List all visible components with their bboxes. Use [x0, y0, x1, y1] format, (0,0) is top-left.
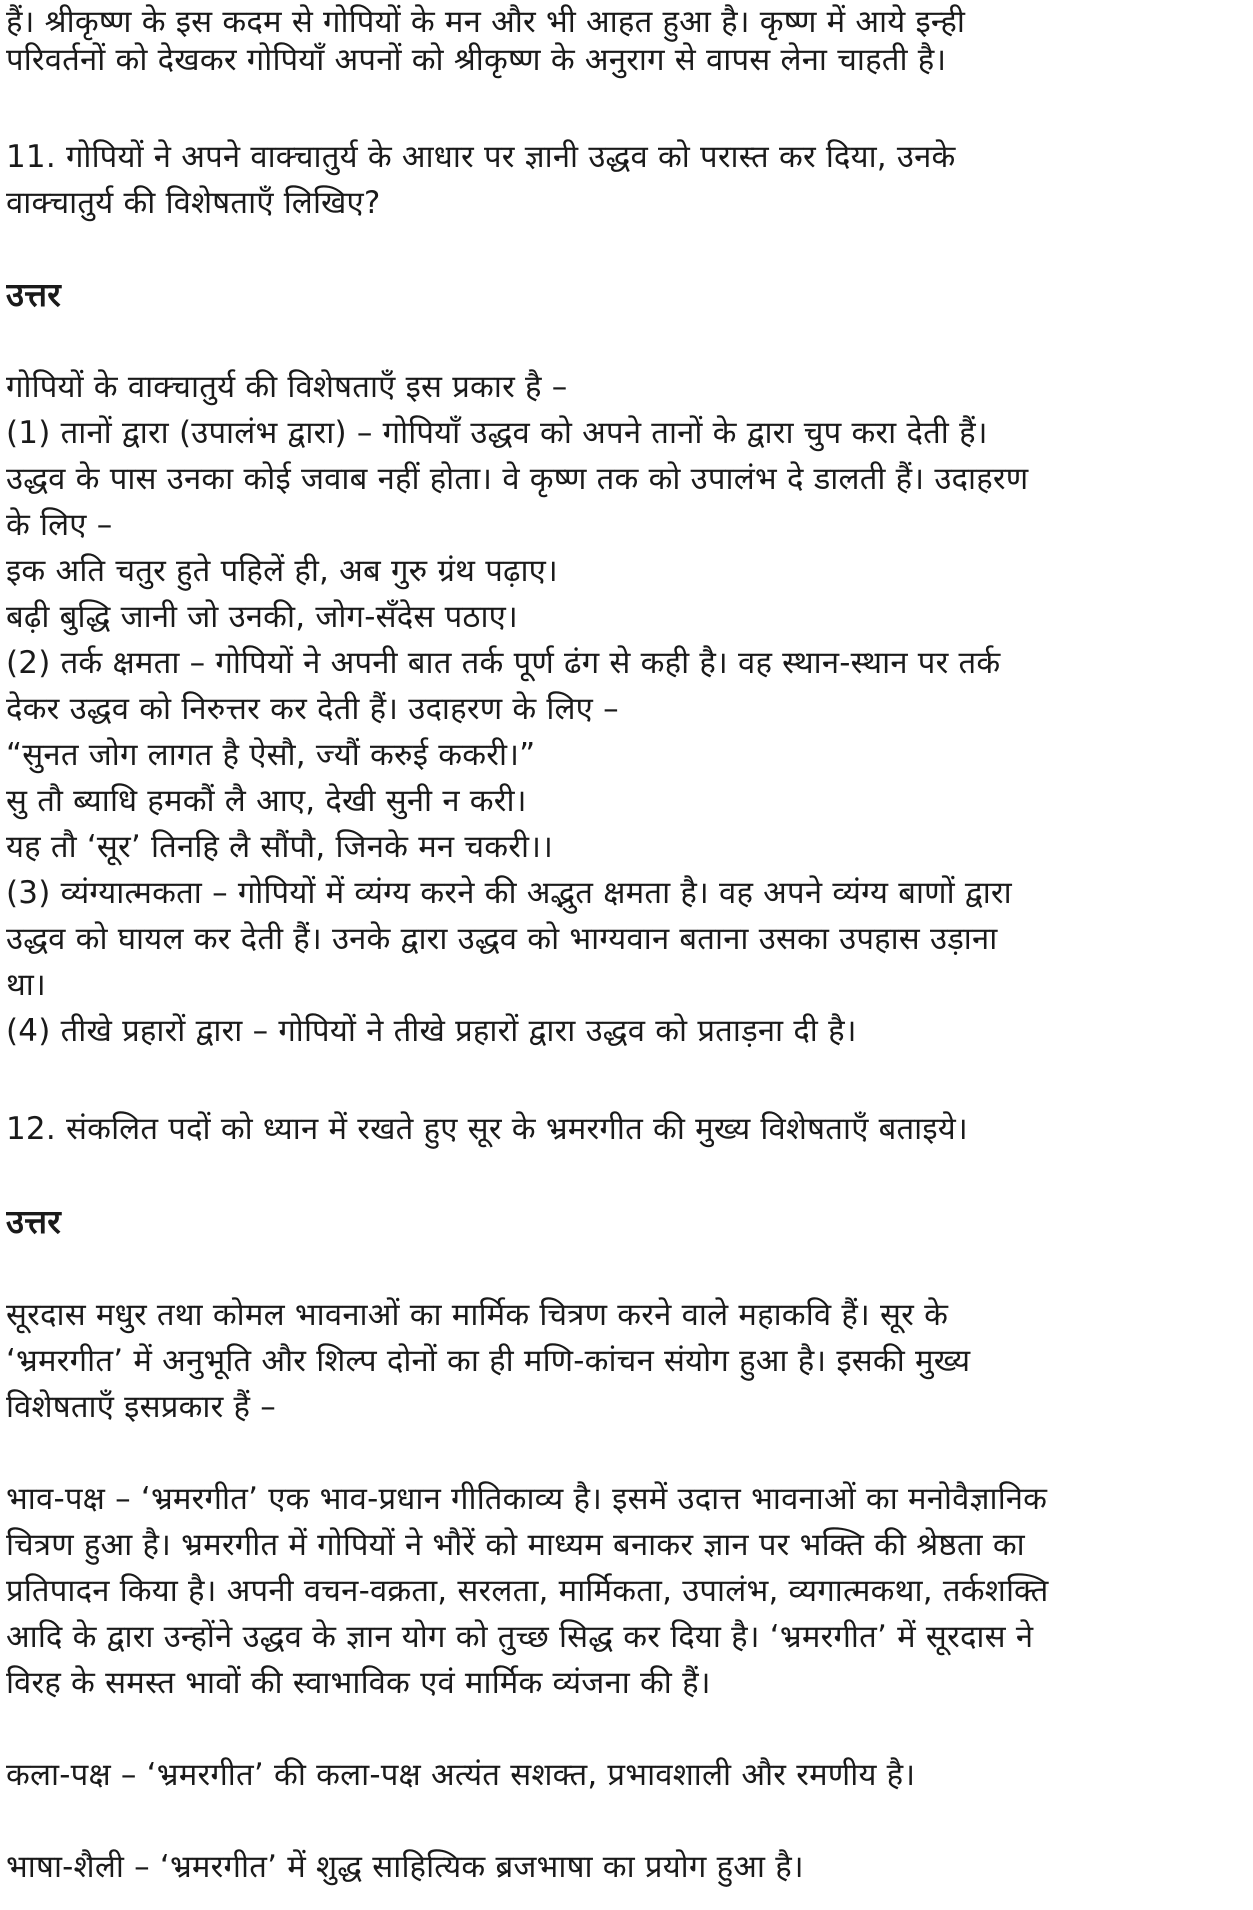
verse-line: सु तौ ब्याधि हमकौं लै आए, देखी सुनी न करी। [6, 783, 527, 819]
question-11-cont: वाक्चातुर्य की विशेषताएँ लिखिए? [6, 185, 381, 221]
answer-heading: उत्तर [6, 1202, 61, 1241]
text-line: (3) व्यंग्यात्मकता – गोपियों में व्यंग्य करने की अद्भुत क्षमता है। वह अपने व्यंग्य बाणों द्वारा [6, 875, 1012, 911]
verse-line: “सुनत जोग लागत है ऐसौ, ज्यौं करुई ककरी।” [6, 737, 536, 773]
text-line: आदि के द्वारा उन्होंने उद्धव के ज्ञान योग को तुच्छ सिद्ध कर दिया है। ‘भ्रमरगीत’ में सूरदास ने [6, 1619, 1034, 1655]
question-11: 11. गोपियों ने अपने वाक्चातुर्य के आधार पर ज्ञानी उद्धव को परास्त कर दिया, उनके [6, 139, 956, 175]
question-12: 12. संकलित पदों को ध्यान में रखते हुए सूर के भ्रमरगीत की मुख्य विशेषताएँ बताइये। [6, 1111, 968, 1147]
text-line: कला-पक्ष – ‘भ्रमरगीत’ की कला-पक्ष अत्यंत सशक्त, प्रभावशाली और रमणीय है। [6, 1757, 916, 1793]
text-line: भाषा-शैली – ‘भ्रमरगीत’ में शुद्ध साहित्यिक ब्रजभाषा का प्रयोग हुआ है। [6, 1849, 804, 1885]
text-line: (4) तीखे प्रहारों द्वारा – गोपियों ने तीखे प्रहारों द्वारा उद्धव को प्रताड़ना दी है। [6, 1013, 857, 1049]
text-line: (2) तर्क क्षमता – गोपियों ने अपनी बात तर्क पूर्ण ढंग से कही है। वह स्थान-स्थान पर तर्क [6, 645, 1001, 681]
text-line: विरह के समस्त भावों की स्वाभाविक एवं मार्मिक व्यंजना की हैं। [6, 1665, 711, 1701]
text-line: उद्धव को घायल कर देती हैं। उनके द्वारा उद्धव को भाग्यवान बताना उसका उपहास उड़ाना [6, 921, 998, 957]
text-line: सूरदास मधुर तथा कोमल भावनाओं का मार्मिक चित्रण करने वाले महाकवि हैं। सूर के [6, 1297, 949, 1333]
text-line: विशेषताएँ इसप्रकार हैं – [6, 1389, 276, 1425]
text-line: (1) तानों द्वारा (उपालंभ द्वारा) – गोपियाँ उद्धव को अपने तानों के द्वारा चुप करा देती हैं। [6, 415, 988, 451]
text-line: परिवर्तनों को देखकर गोपियाँ अपनों को श्रीकृष्ण के अनुराग से वापस लेना चाहती है। [6, 42, 947, 78]
text-line: था। [6, 967, 46, 1003]
verse-line: यह तौ ‘सूर’ तिनहि लै सौंपौ, जिनके मन चकरी।। [6, 829, 554, 865]
text-line: उद्धव के पास उनका कोई जवाब नहीं होता। वे कृष्ण तक को उपालंभ दे डालती हैं। उदाहरण [6, 461, 1029, 497]
text-line: चित्रण हुआ है। भ्रमरगीत में गोपियों ने भौरें को माध्यम बनाकर ज्ञान पर भक्ति की श्रेष्ठता का [6, 1527, 1025, 1563]
text-line: देकर उद्धव को निरुत्तर कर देती हैं। उदाहरण के लिए – [6, 691, 619, 727]
text-line: हैं। श्रीकृष्ण के इस कदम से गोपियों के मन और भी आहत हुआ है। कृष्ण में आये इन्ही [6, 4, 966, 40]
verse-line: बढ़ी बुद्धि जानी जो उनकी, जोग-सँदेस पठाए। [6, 599, 518, 635]
verse-line: इक अति चतुर हुते पहिलें ही, अब गुरु ग्रंथ पढ़ाए। [6, 553, 558, 589]
text-line: ‘भ्रमरगीत’ में अनुभूति और शिल्प दोनों का ही मणि-कांचन संयोग हुआ है। इसकी मुख्य [6, 1343, 971, 1379]
text-line: भाव-पक्ष – ‘भ्रमरगीत’ एक भाव-प्रधान गीतिकाव्य है। इसमें उदात्त भावनाओं का मनोवैज्ञानिक [6, 1481, 1048, 1517]
answer-heading: उत्तर [6, 275, 61, 314]
text-line: गोपियों के वाक्चातुर्य की विशेषताएँ इस प्रकार है – [6, 369, 568, 405]
text-line: के लिए – [6, 507, 113, 543]
text-line: प्रतिपादन किया है। अपनी वचन-वक्रता, सरलता, मार्मिकता, उपालंभ, व्यगात्मकथा, तर्कशक्ति [6, 1573, 1049, 1609]
